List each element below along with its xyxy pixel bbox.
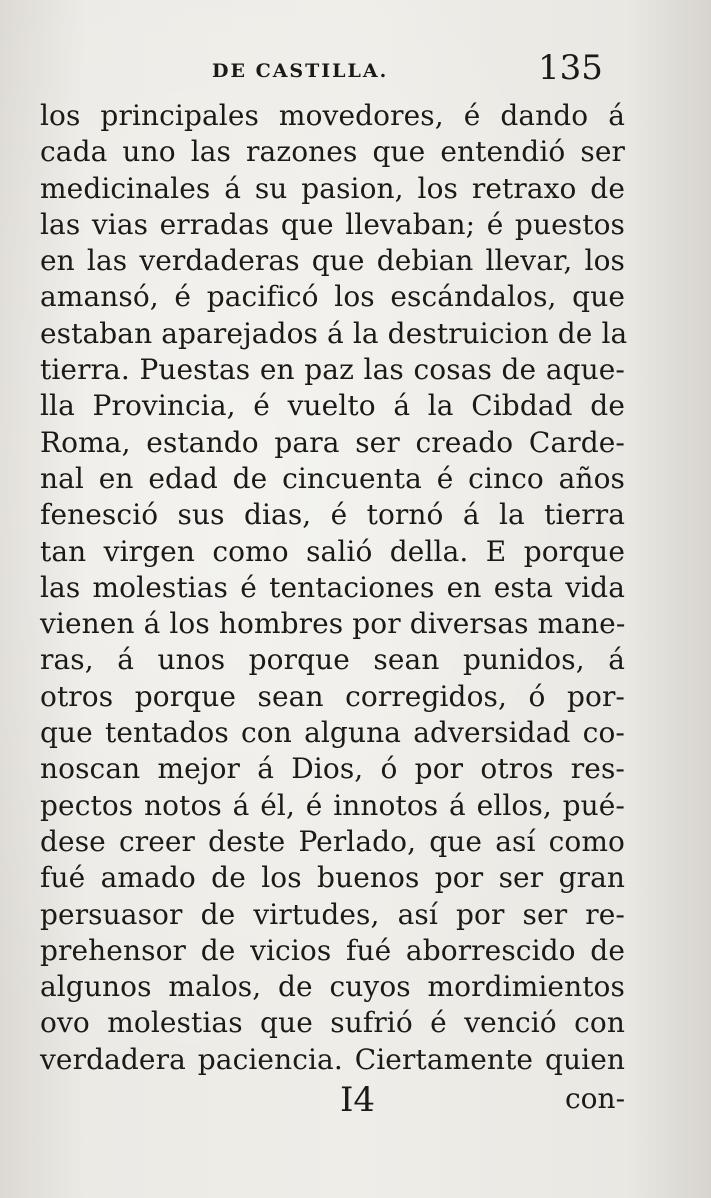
text-line: prehensor de vicios fué aborrescido de — [40, 933, 625, 967]
text-line: pectos notos á él, é innotos á ellos, pué- — [40, 788, 625, 822]
text-line: algunos malos, de cuyos mordimientos — [40, 970, 625, 1004]
running-head: DE CASTILLA. — [212, 60, 389, 82]
text-line: noscan mejor á Dios, ó por otros res- — [40, 752, 625, 786]
text-line: verdadera paciencia. Ciertamente quien — [40, 1042, 625, 1076]
text-line: las vias erradas que llevaban; é puestos — [40, 207, 625, 241]
text-line: vienen á los hombres por diversas mane- — [40, 607, 626, 641]
text-line: nal en edad de cincuenta é cinco años — [40, 461, 625, 495]
text-line: los principales movedores, é dando á — [40, 99, 625, 132]
text-line: en las verdaderas que debian llevar, los — [40, 244, 625, 278]
signature-mark: I4 — [340, 1080, 376, 1120]
text-line: ras, á unos porque sean punidos, á — [40, 643, 625, 677]
text-line: persuasor de virtudes, así por ser re- — [40, 897, 625, 931]
text-line: Roma, estando para ser creado Carde- — [40, 425, 625, 459]
text-line: que tentados con alguna adversidad co- — [40, 716, 625, 750]
text-line: ovo molestias que sufrió é venció con — [40, 1006, 625, 1040]
page-header — [0, 44, 711, 94]
text-line: dese creer deste Perlado, que así como — [40, 824, 625, 858]
text-line: fué amado de los buenos por ser gran — [40, 861, 625, 895]
text-line: tierra. Puestas en paz las cosas de aque- — [40, 353, 625, 387]
text-line: medicinales á su pasion, los retraxo de — [40, 171, 625, 205]
text-line: amansó, é pacificó los escándalos, que — [40, 280, 625, 314]
text-line: las molestias é tentaciones en esta vida — [40, 570, 625, 604]
catchword: con- — [565, 1082, 626, 1115]
text-line: tan virgen como salió della. E porque — [40, 534, 625, 568]
text-line: cada uno las razones que entendió ser — [40, 135, 625, 169]
body-text — [40, 98, 628, 1078]
text-line: fenesció sus dias, é tornó á la tierra — [40, 498, 625, 532]
page-footer — [0, 1080, 711, 1130]
text-line: estaban aparejados á la destruicion de la — [40, 316, 628, 350]
text-line: otros porque sean corregidos, ó por- — [40, 679, 625, 713]
page-number: 135 — [538, 48, 603, 88]
text-line: lla Provincia, é vuelto á la Cibdad de — [40, 389, 625, 423]
